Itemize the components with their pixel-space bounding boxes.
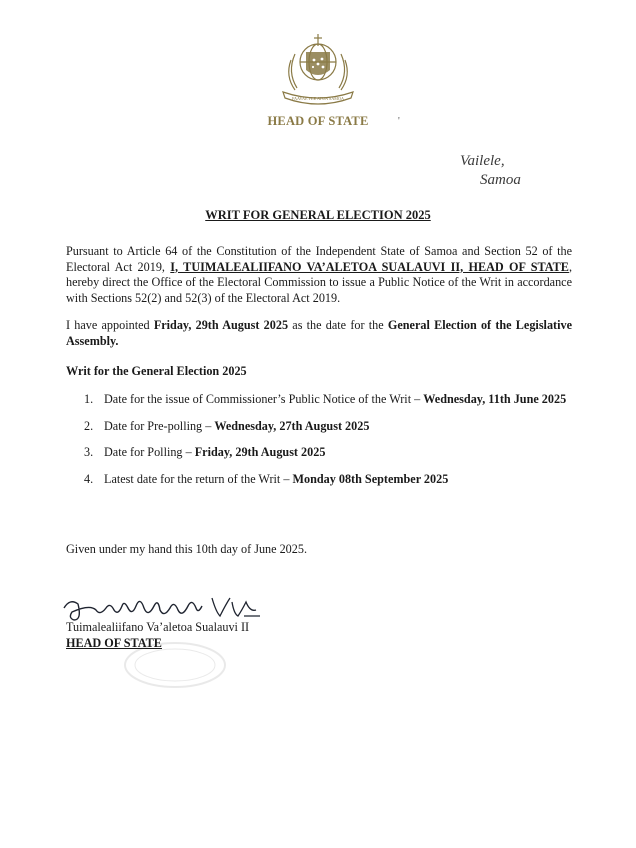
place-block	[460, 152, 521, 190]
paragraph2-event: General Election of the Legislative Assembly.	[66, 318, 572, 348]
stray-mark: '	[398, 116, 400, 127]
paragraph1-head-of-state: I, TUIMALEALIIFANO VA’ALETOA SUALAUVI II, HEAD OF STATE	[170, 259, 569, 274]
document-title: WRIT FOR GENERAL ELECTION 2025	[205, 208, 431, 222]
list-item	[66, 392, 576, 408]
list-item	[66, 445, 576, 461]
list-item-date: Wednesday, 11th June 2025	[423, 392, 567, 406]
paragraph-pursuant	[66, 244, 572, 306]
list-item-date: Monday 08th September 2025	[292, 471, 449, 486]
list-item-number: 4.	[84, 471, 94, 486]
samoa-coat-of-arms-icon	[273, 32, 363, 108]
list-item	[66, 419, 576, 435]
place-line-1: Vailele,	[460, 153, 505, 169]
paragraph2-date: Friday, 29th August 2025	[153, 318, 289, 332]
list-item-text: Date for Pre-polling –	[104, 418, 215, 433]
given-under-hand: Given under my hand this 10th day of June 2025.	[66, 542, 308, 556]
list-item-text: Latest date for the return of the Writ –	[104, 471, 293, 486]
paragraph-appointment	[66, 318, 572, 349]
paragraph1-text-b: , hereby direct the Office of the Electoral Commission to issue a Public Notice of the Writ in accordance with Sections 52(2) and 52(3) of the Electoral Act 2019.	[66, 259, 572, 305]
list-item-text: Date for the issue of Commissioner’s Public Notice of the Writ –	[104, 392, 424, 406]
faint-seal-stamp	[120, 640, 230, 690]
list-item-date: Wednesday, 27th August 2025	[214, 418, 370, 433]
handwritten-signature	[60, 590, 290, 624]
list-item-date: Friday, 29th August 2025	[194, 445, 326, 459]
paragraph2-text-a: I have appointed	[66, 318, 154, 332]
signatory-title: HEAD OF STATE	[66, 636, 162, 650]
crest-motto: FAAVAE I LE ATUA SAMOA	[291, 96, 345, 101]
signatory-name: Tuimalealiifano Va’aletoa Sualauvi II	[66, 620, 250, 634]
office-heading: HEAD OF STATE	[267, 114, 369, 128]
list-item-number: 1.	[84, 392, 94, 406]
list-item-number: 2.	[84, 418, 94, 433]
writ-subheading: Writ for the General Election 2025	[66, 364, 247, 378]
place-line-2: Samoa	[480, 172, 521, 188]
paragraph2-text-b: as the date for the	[288, 318, 388, 332]
writ-dates-list	[66, 392, 576, 498]
list-item-text: Date for Polling –	[104, 445, 195, 459]
list-item-number: 3.	[84, 445, 94, 459]
paragraph1-text-a: Pursuant to Article 64 of the Constitution of the Independent State of Samoa and Section 52 of the Electoral Act 2019,	[66, 244, 572, 274]
list-item	[66, 472, 576, 488]
